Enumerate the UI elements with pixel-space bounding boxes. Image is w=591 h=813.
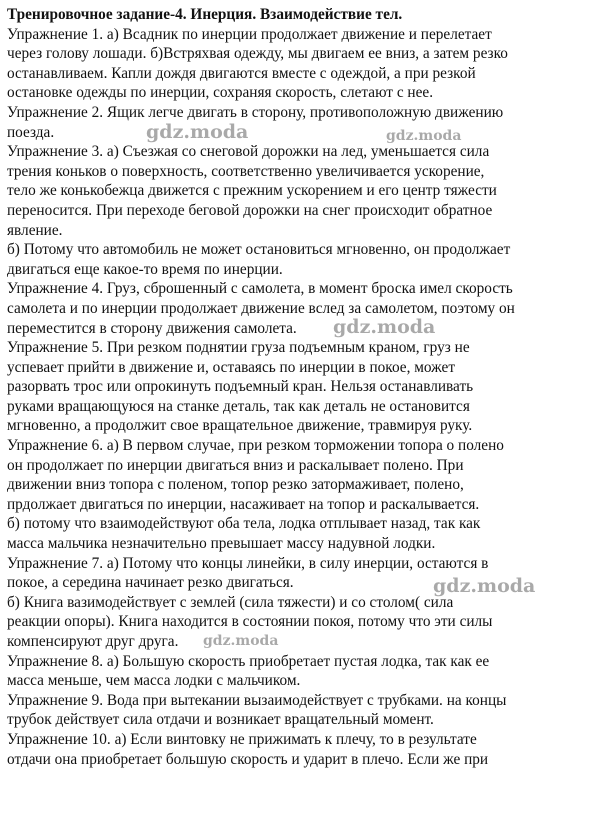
text-line: Упражнение 7. а) Потому что концы линейки, в силу инерции, остаются в	[7, 554, 489, 572]
paragraph	[7, 279, 587, 338]
text-line: двигаться еще какое-то время по инерции.	[7, 260, 283, 278]
text-line: останавливаем. Капли дождя двигаются вместе с одеждой, а при резкой	[7, 64, 476, 82]
text-line: успевает прийти в движение и, оставаясь по инерции в покое, может	[7, 358, 456, 376]
watermark: gdz.moda	[146, 121, 249, 143]
text-line: Упражнение 10. а) Если винтовку не прижимать к плечу, то в результате	[7, 730, 477, 748]
text-line: явление.	[7, 221, 63, 239]
text-line: самолета и по инерции продолжает движение вслед за самолетом, поэтому он	[7, 299, 515, 317]
text-line: отдачи она приобретает большую скорость и ударит в плечо. Если же при	[7, 750, 489, 768]
paragraph	[7, 436, 587, 514]
document-body	[7, 25, 587, 770]
text-line: он продолжает по инерции двигаться вниз и раскалывает полено. При	[7, 456, 464, 474]
text-line: мгновенно, а продолжит свое вращательное движение, травмируя руку.	[7, 417, 473, 435]
text-line: масса мальчика незначительно превышает массу надувной лодки.	[7, 535, 436, 553]
text-line: остановке одежды по инерции, сохраняя скорость, слетают с нее.	[7, 84, 434, 102]
paragraph	[7, 730, 587, 769]
watermark: gdz.moda	[433, 575, 536, 597]
text-line: масса меньше, чем масса лодки с мальчиком.	[7, 672, 301, 690]
text-line: трения коньков о поверхность, соответственно увеличивается ускорение,	[7, 162, 485, 180]
paragraph	[7, 142, 587, 240]
text-line: реакции опоры). Книга находится в состоянии покоя, потому что эти силы	[7, 613, 493, 631]
paragraph	[7, 652, 587, 691]
paragraph	[7, 338, 587, 436]
text-line: Упражнение 2. Ящик легче двигать в сторону, противоположную движению	[7, 103, 504, 121]
watermark: gdz.moda	[386, 128, 462, 144]
watermark: gdz.moda	[333, 316, 436, 338]
watermark: gdz.moda	[203, 633, 279, 649]
text-line: б) потому что взаимодействуют оба тела, лодка отплывает назад, так как	[7, 515, 481, 533]
paragraph	[7, 554, 587, 593]
text-line: покое, а середина начинает резко двигаться.	[7, 574, 294, 592]
text-line: поезда.	[7, 123, 55, 141]
text-line: Упражнение 6. а) В первом случае, при резком торможении топора о полено	[7, 437, 504, 455]
text-line: руками вращающуюся на станке деталь, так как деталь не остановится	[7, 397, 470, 415]
text-line: трубок действует сила отдачи и возникает вращательный момент.	[7, 711, 434, 729]
text-line: прдолжает двигаться по инерции, насаживает на топор и раскалывается.	[7, 495, 480, 513]
paragraph	[7, 691, 587, 730]
text-line: компенсируют друг друга.	[7, 633, 179, 650]
text-line: Упражнение 1. а) Всадник по инерции продолжает движение и перелетает	[7, 25, 492, 43]
text-line: Упражнение 8. а) Большую скорость приобретает пустая лодка, так как ее	[7, 652, 490, 670]
paragraph	[7, 514, 587, 553]
text-line: движении вниз топора с поленом, топор резко затормаживает, полено,	[7, 476, 464, 494]
text-line: через голову лошади. б)Встряхвая одежду, мы двигаем ее вниз, а затем резко	[7, 45, 508, 63]
text-line: разорвать трос или опрокинуть подъемный кран. Нельзя останавливать	[7, 378, 474, 396]
text-line: переместится в сторону движения самолета.	[7, 319, 297, 337]
text-line: переносится. При переходе беговой дорожки на снег происходит обратное	[7, 201, 493, 219]
text-line: б) Книга вазимодействует с землей (сила тяжести) и со столом( сила	[7, 593, 454, 611]
paragraph	[7, 103, 587, 142]
text-line: Упражнение 4. Груз, сброшенный с самолета, в момент броска имел скорость	[7, 280, 513, 298]
page-title: Тренировочное задание-4. Инерция. Взаимодействие тел.	[7, 6, 403, 23]
text-line: тело же конькобежца движется с прежним ускорением и его центр тяжести	[7, 182, 497, 200]
text-line: Упражнение 5. При резком поднятии груза подъемным краном, груз не	[7, 339, 470, 357]
paragraph	[7, 240, 587, 279]
paragraph	[7, 25, 587, 103]
text-line: б) Потому что автомобиль не может остановиться мгновенно, он продолжает	[7, 241, 511, 259]
text-line: Упражнение 3. а) Съезжая со снеговой дорожки на лед, уменьшается сила	[7, 143, 490, 161]
document-page	[7, 5, 587, 769]
text-line: Упражнение 9. Вода при вытекании вызаимодействует с трубками. на концы	[7, 691, 507, 709]
paragraph	[7, 593, 587, 652]
